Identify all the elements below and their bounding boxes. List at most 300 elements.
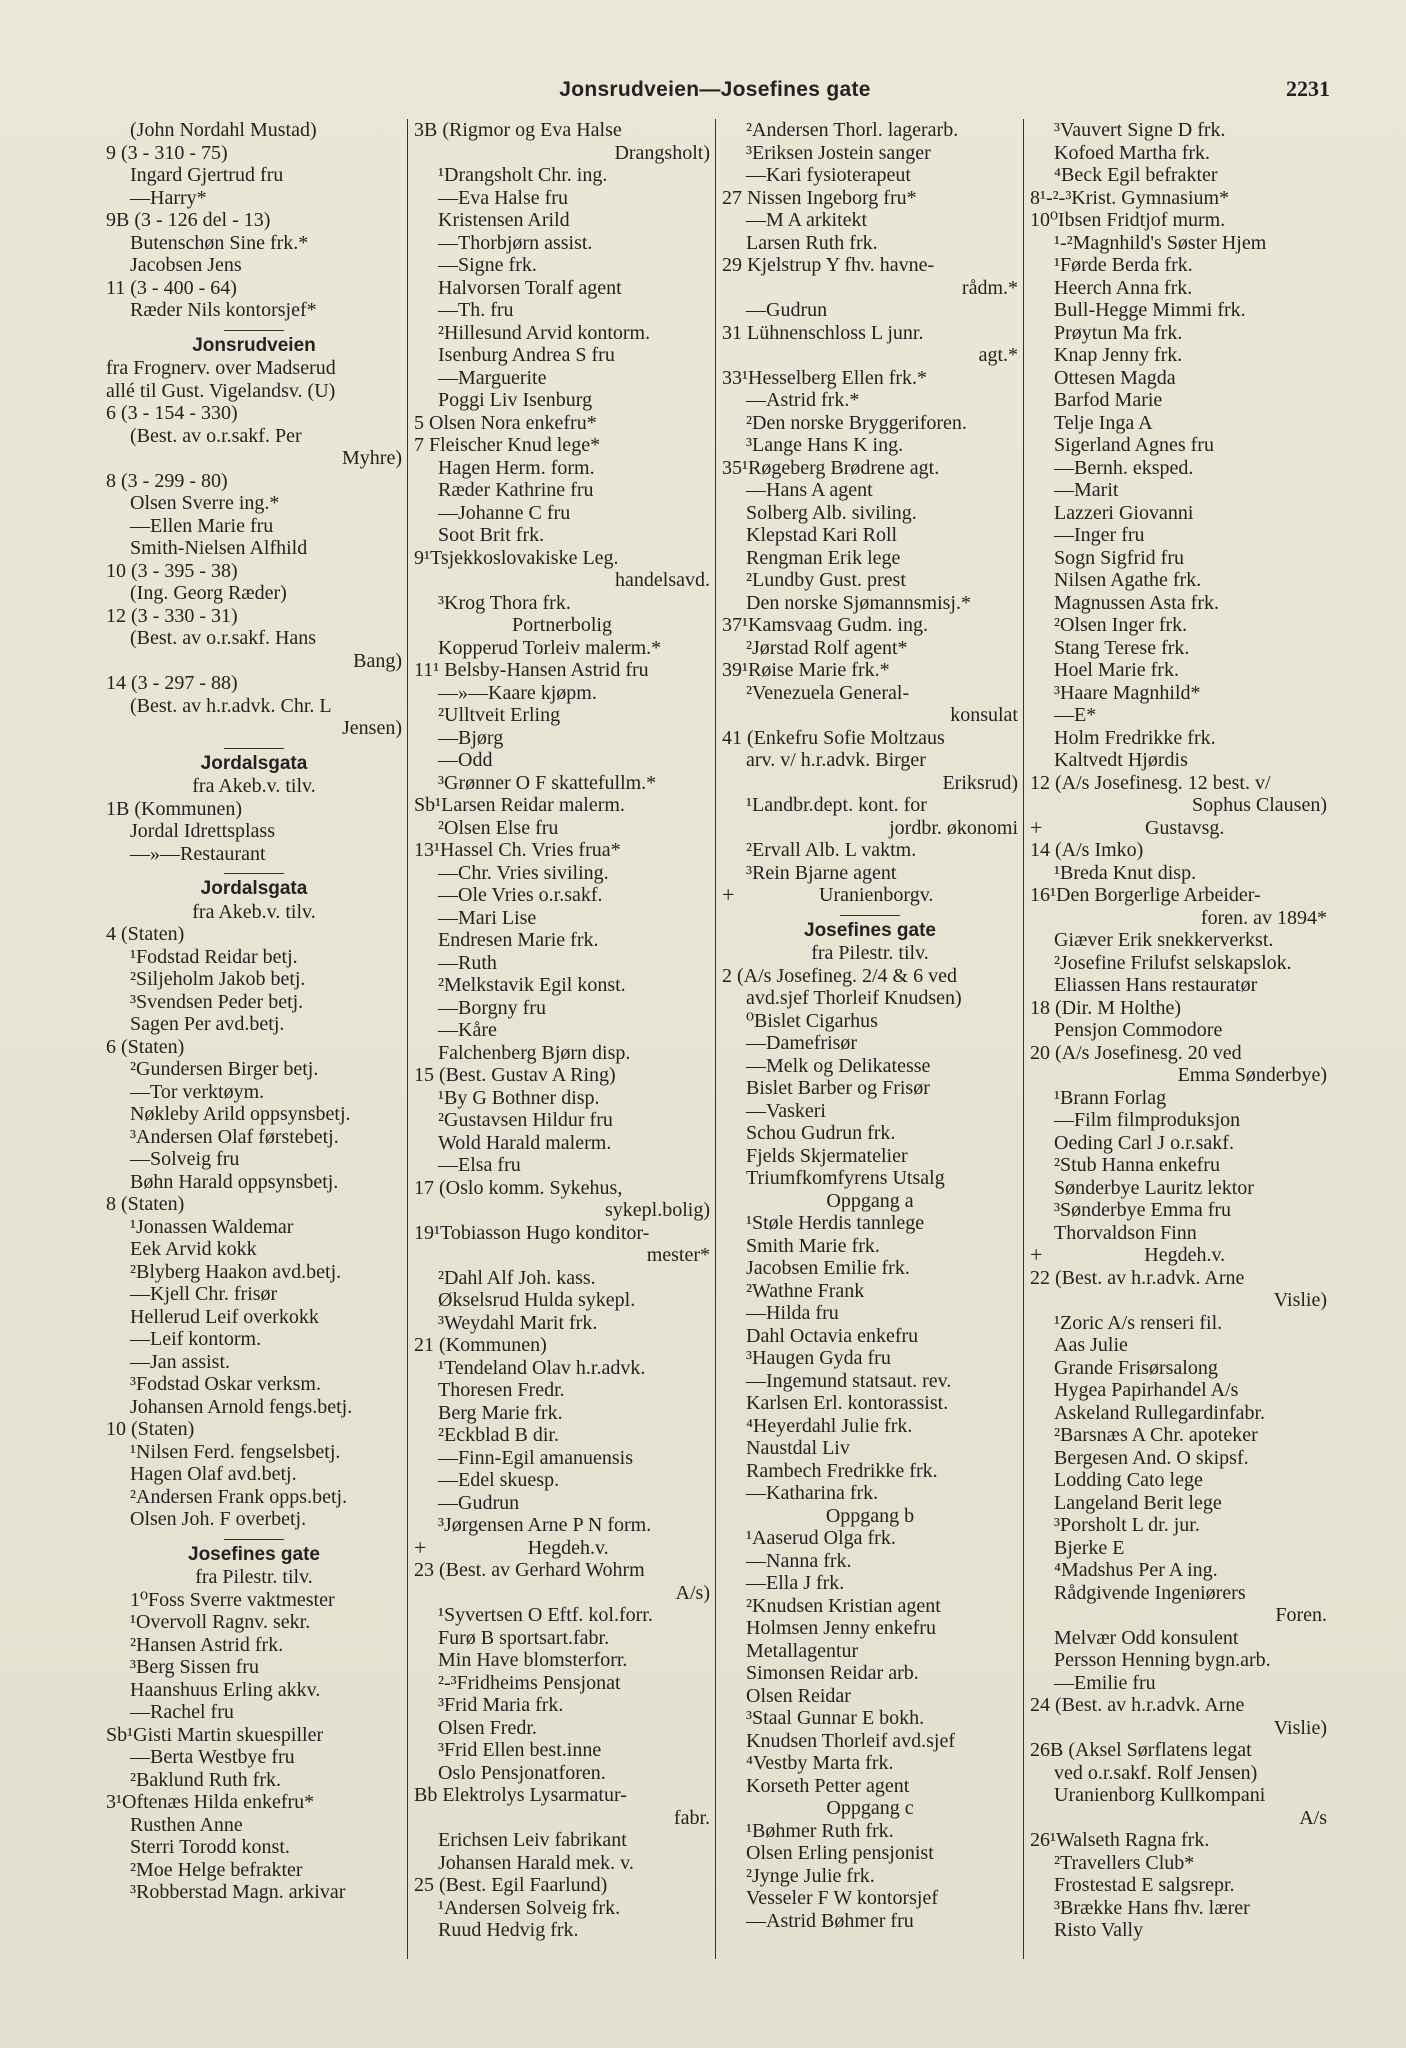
- directory-entry: Olsen Joh. F overbetj.: [130, 1508, 307, 1530]
- directory-entry: Drangsholt): [614, 141, 710, 164]
- directory-entry: Olsen Erling pensjonist: [746, 1842, 934, 1864]
- directory-entry: fra Akeb.v. tilv.: [192, 900, 316, 923]
- directory-entry: 1⁰Foss Sverre vaktmester: [130, 1588, 335, 1611]
- directory-entry: ²Wathne Frank: [746, 1279, 865, 1302]
- page-header: [100, 78, 1330, 112]
- section-divider: [224, 748, 284, 749]
- directory-entry: —Th. fru: [438, 299, 514, 321]
- directory-entry: —Borgny fru: [438, 996, 546, 1019]
- directory-entry: Korseth Petter agent: [746, 1774, 910, 1797]
- directory-entry: ³Frid Ellen best.inne: [438, 1739, 602, 1761]
- directory-entry: —Berta Westbye fru: [130, 1746, 295, 1768]
- directory-entry: 23 (Best. av Gerhard Wohrm: [414, 1559, 645, 1581]
- directory-entry: 8¹-²-³Krist. Gymnasium*: [1030, 186, 1230, 209]
- directory-entry: 11 (3 - 400 - 64): [106, 276, 237, 299]
- directory-entry: Eek Arvid kokk: [130, 1238, 257, 1260]
- directory-entry: arv. v/ h.r.advk. Birger: [746, 749, 926, 771]
- directory-entry: Den norske Sjømannsmisj.*: [746, 591, 971, 614]
- directory-entry: ²Venezuela General-: [746, 681, 910, 704]
- directory-entry: ²Travellers Club*: [1054, 1851, 1195, 1874]
- directory-entry: ²Ervall Alb. L vaktm.: [746, 839, 917, 861]
- directory-entry: Holmsen Jenny enkefru: [746, 1617, 936, 1639]
- directory-entry: Olsen Reidar: [746, 1684, 851, 1707]
- directory-entry: Vislie): [1273, 1289, 1327, 1311]
- directory-entry: Myhre): [342, 447, 402, 469]
- cross-street-label: Hegdeh.v.: [1144, 1244, 1226, 1266]
- street-heading: Jordalsgata: [200, 752, 308, 774]
- directory-entry: 10 (Staten): [106, 1418, 195, 1440]
- directory-entry: Bang): [353, 649, 402, 672]
- directory-entry: 4 (Staten): [106, 923, 185, 945]
- directory-entry: —Solveig fru: [130, 1148, 240, 1170]
- directory-entry: —Katharina frk.: [746, 1482, 879, 1504]
- directory-entry: ³Andersen Olaf førstebetj.: [130, 1125, 339, 1148]
- directory-entry: [722, 884, 1018, 907]
- directory-entry: —Marguerite: [438, 366, 547, 389]
- directory-entry: ²Andersen Frank opps.betj.: [130, 1485, 348, 1508]
- directory-entry: ³Lange Hans K ing.: [746, 434, 904, 456]
- directory-entry: ¹Landbr.dept. kont. for: [746, 794, 927, 816]
- directory-entry: ⁴Beck Egil befrakter: [1054, 164, 1218, 186]
- directory-entry: —Hans A agent: [746, 479, 873, 501]
- directory-entry: 3B (Rigmor og Eva Halse: [414, 119, 622, 141]
- directory-entry: —Nanna frk.: [746, 1549, 852, 1572]
- directory-entry: ¹Førde Berda frk.: [1054, 254, 1193, 276]
- directory-entry: ¹Drangsholt Chr. ing.: [438, 164, 608, 186]
- directory-entry: Rengman Erik lege: [746, 546, 901, 569]
- directory-entry: Kofoed Martha frk.: [1054, 141, 1211, 164]
- directory-entry: Ræder Kathrine fru: [438, 479, 594, 501]
- directory-entry: Heerch Anna frk.: [1054, 276, 1193, 299]
- directory-entry: fra Pilestr. tilv.: [811, 942, 929, 964]
- directory-entry: Uranienborg Kullkompani: [1054, 1784, 1266, 1806]
- street-heading: Jordalsgata: [200, 878, 308, 899]
- directory-entry: fra Pilestr. tilv.: [195, 1566, 313, 1588]
- directory-entry: Haanshuus Erling akkv.: [130, 1678, 321, 1701]
- directory-entry: fabr.: [673, 1806, 710, 1829]
- directory-entry: —Mari Lise: [438, 906, 537, 929]
- directory-entry: ³Vauvert Signe D frk.: [1054, 119, 1226, 141]
- directory-entry: ³Weydahl Marit frk.: [438, 1311, 598, 1334]
- directory-entry: Persson Henning bygn.arb.: [1054, 1649, 1271, 1671]
- directory-entry: —Astrid Bøhmer fru: [746, 1909, 914, 1932]
- directory-entry: Lazzeri Giovanni: [1054, 501, 1194, 524]
- directory-entry: Vesseler F W kontorsjef: [746, 1887, 939, 1909]
- directory-entry: 19¹Tobiasson Hugo konditor-: [414, 1221, 650, 1244]
- directory-entry: —Ingemund statsaut. rev.: [746, 1369, 952, 1392]
- directory-entry: ⁰Bislet Cigarhus: [746, 1009, 878, 1032]
- street-heading: Josefines gate: [804, 919, 936, 941]
- directory-entry: ³Brække Hans fhv. lærer: [1054, 1896, 1250, 1919]
- column-3: [716, 119, 1024, 1959]
- directory-entry: Larsen Ruth frk.: [746, 231, 878, 254]
- directory-entry: —Ella J frk.: [746, 1572, 845, 1594]
- directory-entry: —Thorbjørn assist.: [438, 231, 593, 254]
- directory-entry: 7 Fleischer Knud lege*: [414, 434, 601, 456]
- directory-entry: Poggi Liv Isenburg: [438, 389, 593, 411]
- directory-entry: Rådgivende Ingeniørers: [1054, 1581, 1246, 1604]
- directory-entry: avd.sjef Thorleif Knudsen): [746, 987, 962, 1009]
- directory-entry: 3¹Oftenæs Hilda enkefru*: [106, 1791, 315, 1813]
- directory-entry: ²Josefine Frilufst selskapslok.: [1054, 951, 1292, 974]
- directory-entry: (Best. av o.r.sakf. Hans: [130, 627, 317, 649]
- directory-entry: Risto Vally: [1054, 1919, 1144, 1941]
- directory-entry: —Kåre: [438, 1019, 497, 1041]
- directory-entry: ³Krog Thora frk.: [438, 591, 571, 614]
- directory-entry: Giæver Erik snekkerverkst.: [1054, 929, 1274, 951]
- directory-entry: ³Sønderbye Emma fru: [1054, 1199, 1232, 1221]
- directory-entry: Naustdal Liv: [746, 1437, 850, 1459]
- directory-entry: —Tor verktøym.: [130, 1080, 265, 1103]
- directory-entry: Olsen Sverre ing.*: [130, 492, 280, 514]
- directory-entry: Sigerland Agnes fru: [1054, 434, 1214, 456]
- directory-entry: Nøkleby Arild oppsynsbetj.: [130, 1103, 351, 1125]
- directory-entry: —Emilie fru: [1054, 1671, 1156, 1694]
- directory-entry: Ræder Nils kontorsjef*: [130, 299, 317, 321]
- directory-entry: Sønderbye Lauritz lektor: [1054, 1176, 1254, 1199]
- directory-entry: ²Den norske Bryggeriforen.: [746, 411, 967, 434]
- directory-entry: ³Porsholt L dr. jur.: [1054, 1514, 1200, 1536]
- directory-entry: Nilsen Agathe frk.: [1054, 569, 1202, 591]
- section-divider: [224, 1539, 284, 1540]
- directory-entry: 13¹Hassel Ch. Vries frua*: [414, 839, 621, 861]
- directory-entry: Prøytun Ma frk.: [1054, 321, 1183, 344]
- directory-entry: —Gudrun: [746, 299, 828, 321]
- directory-entry: ²Stub Hanna enkefru: [1054, 1154, 1220, 1176]
- directory-entry: Halvorsen Toralf agent: [438, 276, 622, 299]
- directory-entry: Olsen Fredr.: [438, 1716, 537, 1739]
- directory-entry: —Odd: [438, 749, 493, 771]
- directory-entry: ²Eckblad B dir.: [438, 1424, 559, 1446]
- directory-entry: ⁴Heyerdahl Julie frk.: [746, 1414, 913, 1437]
- column-2: [408, 119, 716, 1959]
- section-divider: [840, 915, 900, 916]
- directory-entry: Metallagentur: [746, 1639, 859, 1662]
- directory-entry: ³Haare Magnhild*: [1054, 681, 1201, 704]
- directory-entry: ²Andersen Thorl. lagerarb.: [746, 119, 959, 141]
- directory-entry: jordbr. økonomi: [889, 816, 1018, 839]
- directory-entry: ²Hillesund Arvid kontorm.: [438, 321, 651, 344]
- directory-entry: Simonsen Reidar arb.: [746, 1662, 919, 1684]
- directory-entry: [1030, 1244, 1327, 1267]
- directory-entry: —Film filmproduksjon: [1054, 1109, 1241, 1131]
- directory-entry: fra Akeb.v. tilv.: [192, 775, 316, 797]
- directory-entry: A/s: [1299, 1806, 1327, 1829]
- directory-entry: Bb Elektrolys Lysarmatur-: [414, 1784, 627, 1806]
- directory-entry: 6 (3 - 154 - 330): [106, 402, 238, 424]
- directory-entry: Rusthen Anne: [130, 1813, 243, 1836]
- directory-entry: ¹Brann Forlag: [1054, 1086, 1167, 1109]
- directory-entry: Falchenberg Bjørn disp.: [438, 1041, 631, 1064]
- directory-entry: —Inger fru: [1054, 524, 1145, 546]
- directory-entry: 9B (3 - 126 del - 13): [106, 209, 271, 231]
- directory-entry: Bjerke E: [1054, 1536, 1125, 1559]
- directory-entry: ³Grønner O F skattefullm.*: [438, 771, 657, 794]
- directory-entry: Sagen Per avd.betj.: [130, 1013, 285, 1035]
- directory-entry: Emma Sønderbye): [1177, 1064, 1327, 1086]
- directory-entry: 9 (3 - 310 - 75): [106, 141, 228, 164]
- directory-entry: (Best. av h.r.advk. Chr. L: [130, 694, 332, 717]
- directory-entry: Eliassen Hans restauratør: [1054, 974, 1258, 996]
- directory-entry: Jordal Idrettsplass: [130, 820, 275, 842]
- directory-entry: ²Melkstavik Egil konst.: [438, 974, 626, 996]
- directory-entry: 21 (Kommunen): [414, 1334, 547, 1356]
- directory-entry: 41 (Enkefru Sofie Moltzaus: [722, 726, 945, 749]
- directory-entry: 17 (Oslo komm. Sykehus,: [414, 1176, 623, 1199]
- directory-entry: ²Knudsen Kristian agent: [746, 1594, 941, 1617]
- directory-entry: ³Frid Maria frk.: [438, 1694, 564, 1716]
- directory-entry: Jacobsen Jens: [130, 254, 242, 276]
- directory-entry: 26¹Walseth Ragna frk.: [1030, 1829, 1210, 1851]
- directory-entry: 24 (Best. av h.r.advk. Arne: [1030, 1694, 1245, 1716]
- directory-entry: ¹-²Magnhild's Søster Hjem: [1054, 231, 1267, 254]
- directory-entry: Wold Harald malerm.: [438, 1131, 612, 1154]
- directory-entry: Knudsen Thorleif avd.sjef: [746, 1729, 956, 1752]
- directory-entry: —Elsa fru: [438, 1154, 521, 1176]
- directory-entry: ¹Støle Herdis tannlege: [746, 1212, 925, 1234]
- directory-entry: ³Berg Sissen fru: [130, 1656, 259, 1678]
- directory-entry: 31 Lühnenschloss L junr.: [722, 321, 924, 344]
- directory-entry: —Damefrisør: [746, 1032, 858, 1054]
- directory-entry: handelsavd.: [615, 569, 710, 591]
- directory-entry: Oppgang a: [826, 1189, 914, 1212]
- directory-entry: 12 (3 - 330 - 31): [106, 604, 238, 627]
- directory-entry: —Melk og Delikatesse: [746, 1054, 931, 1077]
- directory-entry: ⁴Madshus Per A ing.: [1054, 1559, 1218, 1581]
- directory-entry: Bøhn Harald oppsynsbetj.: [130, 1170, 339, 1193]
- directory-entry: [1030, 817, 1327, 840]
- directory-entry: —E*: [1054, 704, 1097, 726]
- page-title: Jonsrudveien—Josefines gate: [559, 78, 871, 101]
- directory-entry: ¹Jonassen Waldemar: [130, 1215, 294, 1238]
- directory-entry: —Finn-Egil amanuensis: [438, 1446, 633, 1469]
- directory-entry: 35¹Røgeberg Brødrene agt.: [722, 456, 940, 479]
- directory-entry: ¹Andersen Solveig frk.: [438, 1896, 621, 1919]
- directory-entry: ²Jørstad Rolf agent*: [746, 636, 908, 659]
- directory-entry: —Hilda fru: [746, 1302, 839, 1324]
- directory-entry: Kaltvedt Hjørdis: [1054, 749, 1188, 771]
- directory-entry: 14 (3 - 297 - 88): [106, 672, 238, 694]
- directory-entry: 14 (A/s Imko): [1030, 839, 1144, 861]
- directory-entry: Stang Terese frk.: [1054, 636, 1190, 659]
- directory-entry: Barfod Marie: [1054, 389, 1163, 411]
- directory-entry: Bull-Hegge Mimmi frk.: [1054, 299, 1246, 321]
- directory-entry: Pensjon Commodore: [1054, 1019, 1223, 1041]
- directory-entry: ²Blyberg Haakon avd.betj.: [130, 1260, 342, 1283]
- directory-entry: Oeding Carl J o.r.sakf.: [1054, 1131, 1234, 1154]
- directory-entry: ³Fodstad Oskar verksm.: [130, 1373, 321, 1395]
- directory-entry: Sb¹Gisti Martin skuespiller: [106, 1723, 324, 1746]
- directory-entry: ³Svendsen Peder betj.: [130, 990, 304, 1013]
- directory-entry: Sb¹Larsen Reidar malerm.: [414, 794, 625, 816]
- directory-entry: 5 Olsen Nora enkefru*: [414, 411, 597, 434]
- directory-entry: —Astrid frk.*: [746, 389, 860, 411]
- directory-entry: —Ole Vries o.r.sakf.: [438, 884, 603, 906]
- directory-entry: ²Ulltveit Erling: [438, 704, 561, 726]
- directory-entry: (Ing. Georg Ræder): [130, 582, 287, 604]
- directory-entry: —Ruth: [438, 951, 497, 974]
- cross-street-icon: +: [722, 884, 735, 907]
- directory-entry: Vislie): [1273, 1716, 1327, 1739]
- directory-entry: 11¹ Belsby-Hansen Astrid fru: [414, 659, 649, 681]
- street-heading: Jonsrudveien: [192, 334, 316, 356]
- directory-entry: Dahl Octavia enkefru: [746, 1324, 919, 1347]
- directory-entry: —Vaskeri: [746, 1099, 826, 1122]
- directory-entry: 1B (Kommunen): [106, 797, 243, 820]
- directory-entry: ³Rein Bjarne agent: [746, 861, 897, 884]
- directory-entry: 2 (A/s Josefineg. 2/4 & 6 ved: [722, 964, 957, 987]
- directory-entry: Grande Frisørsalong: [1054, 1356, 1218, 1379]
- directory-entry: 25 (Best. Egil Faarlund): [414, 1874, 608, 1896]
- directory-entry: Sterri Torodd konst.: [130, 1836, 290, 1858]
- directory-entry: Butenschøn Sine frk.*: [130, 231, 309, 254]
- directory-entry: ⁴Vestby Marta frk.: [746, 1752, 894, 1774]
- directory-entry: Schou Gudrun frk.: [746, 1122, 896, 1144]
- directory-entry: 9¹Tsjekkoslovakiske Leg.: [414, 546, 619, 569]
- directory-entry: foren. av 1894*: [1200, 906, 1327, 929]
- directory-entry: Sogn Sigfrid fru: [1054, 546, 1184, 569]
- directory-entry: Berg Marie frk.: [438, 1401, 563, 1424]
- directory-entry: —Ellen Marie fru: [130, 514, 274, 537]
- directory-entry: Frostestad E salgsrepr.: [1054, 1874, 1235, 1896]
- directory-entry: Jensen): [342, 717, 402, 739]
- page-number: 2231: [1286, 76, 1330, 101]
- directory-entry: Bislet Barber og Frisør: [746, 1077, 930, 1099]
- directory-entry: Askeland Rullegardinfabr.: [1054, 1401, 1266, 1424]
- directory-entry: Klepstad Kari Roll: [746, 524, 898, 546]
- directory-entry: Ruud Hedvig frk.: [438, 1919, 579, 1941]
- directory-entry: sykepl.bolig): [605, 1199, 710, 1221]
- directory-entry: ¹Aaserud Olga frk.: [746, 1527, 896, 1549]
- directory-entry: 10⁰Ibsen Fridtjof murm.: [1030, 209, 1226, 231]
- directory-entry: 16¹Den Borgerlige Arbeider-: [1030, 884, 1261, 906]
- directory-entry: 15 (Best. Gustav A Ring): [414, 1064, 616, 1086]
- directory-entry: ²Hansen Astrid frk.: [130, 1633, 284, 1656]
- directory-entry: 18 (Dir. M Holthe): [1030, 996, 1182, 1019]
- directory-entry: [414, 1537, 710, 1560]
- directory-entry: Solberg Alb. siviling.: [746, 501, 917, 524]
- directory-entry: Jacobsen Emilie frk.: [746, 1257, 910, 1279]
- directory-entry: ²Moe Helge befrakter: [130, 1858, 303, 1881]
- directory-entry: 8 (Staten): [106, 1193, 185, 1215]
- directory-entry: ²Gustavsen Hildur fru: [438, 1109, 613, 1131]
- directory-entry: Karlsen Erl. kontorassist.: [746, 1392, 949, 1414]
- directory-entry: Johansen Harald mek. v.: [438, 1851, 634, 1874]
- directory-entry: —Signe frk.: [438, 254, 537, 276]
- cross-street-label: Hegdeh.v.: [527, 1536, 609, 1559]
- directory-entry: Hygea Papirhandel A/s: [1054, 1379, 1239, 1401]
- directory-entry: Ottesen Magda: [1054, 366, 1176, 389]
- directory-entry: 27 Nissen Ingeborg fru*: [722, 186, 917, 209]
- directory-entry: Triumfkomfyrens Utsalg: [746, 1167, 945, 1189]
- column-4: [1024, 119, 1332, 1959]
- directory-entry: Knap Jenny frk.: [1054, 344, 1183, 366]
- cross-street-label: Gustavsg.: [1144, 816, 1225, 839]
- directory-entry: 33¹Hesselberg Ellen frk.*: [722, 366, 928, 389]
- directory-entry: ¹Breda Knut disp.: [1054, 861, 1197, 884]
- directory-entry: Johansen Arnold fengs.betj.: [130, 1395, 353, 1418]
- directory-entry: —Rachel fru: [130, 1701, 234, 1723]
- directory-entry: ²Jynge Julie frk.: [746, 1864, 875, 1887]
- directory-entry: ¹Tendeland Olav h.r.advk.: [438, 1356, 646, 1379]
- directory-entry: —Edel skuesp.: [438, 1469, 560, 1491]
- directory-entry: 12 (A/s Josefinesg. 12 best. v/: [1030, 771, 1271, 794]
- directory-entry: Hellerud Leif overkokk: [130, 1305, 319, 1328]
- directory-entry: —»—Restaurant: [130, 842, 266, 865]
- directory-entry: —Harry*: [130, 186, 207, 209]
- directory-entry: Eriksrud): [942, 771, 1018, 794]
- directory-entry: Bergesen And. O skipsf.: [1054, 1446, 1249, 1469]
- directory-entry: Furø B sportsart.fabr.: [438, 1626, 610, 1649]
- directory-columns: [100, 119, 1332, 1959]
- directory-entry: Oppgang c: [826, 1797, 914, 1819]
- directory-entry: Erichsen Leiv fabrikant: [438, 1829, 627, 1851]
- directory-entry: —Kari fysioterapeut: [746, 164, 911, 186]
- directory-entry: Smith-Nielsen Alfhild: [130, 537, 308, 559]
- directory-entry: Portnerbolig: [512, 614, 612, 636]
- directory-entry: Min Have blomsterforr.: [438, 1649, 628, 1671]
- directory-entry: ¹Bøhmer Ruth frk.: [746, 1819, 894, 1842]
- directory-entry: —Jan assist.: [130, 1350, 230, 1373]
- directory-entry: —Chr. Vries siviling.: [438, 861, 609, 884]
- directory-entry: allé til Gust. Vigelandsv. (U): [106, 379, 336, 402]
- directory-entry: Isenburg Andrea S fru: [438, 344, 615, 366]
- directory-entry: —Marit: [1054, 479, 1119, 501]
- directory-entry: ¹Zoric A/s renseri fil.: [1054, 1311, 1223, 1334]
- directory-entry: 22 (Best. av h.r.advk. Arne: [1030, 1266, 1245, 1289]
- directory-entry: ²Olsen Else fru: [438, 816, 559, 839]
- directory-entry: Soot Brit frk.: [438, 524, 545, 546]
- directory-entry: 8 (3 - 299 - 80): [106, 469, 228, 492]
- directory-entry: —Eva Halse fru: [438, 186, 568, 209]
- directory-entry: mester*: [646, 1244, 710, 1266]
- directory-entry: Sophus Clausen): [1192, 794, 1327, 816]
- directory-entry: ¹Syvertsen O Eftf. kol.forr.: [438, 1604, 653, 1626]
- section-divider: [224, 330, 284, 331]
- directory-entry: —M A arkitekt: [746, 209, 868, 231]
- directory-entry: 10 (3 - 395 - 38): [106, 559, 238, 582]
- directory-entry: Kopperud Torleiv malerm.*: [438, 636, 662, 659]
- directory-entry: (John Nordahl Mustad): [130, 119, 317, 141]
- section-divider: [224, 873, 284, 874]
- directory-entry: Magnussen Asta frk.: [1054, 591, 1219, 614]
- directory-entry: ²Baklund Ruth frk.: [130, 1768, 281, 1791]
- directory-entry: konsulat: [950, 704, 1018, 726]
- directory-entry: fra Frognerv. over Madserud: [106, 357, 336, 379]
- directory-entry: Foren.: [1275, 1604, 1327, 1626]
- directory-entry: Telje Inga A: [1054, 411, 1153, 434]
- directory-entry: Ingard Gjertrud fru: [130, 164, 284, 186]
- directory-entry: —Gudrun: [438, 1491, 520, 1514]
- directory-entry: Kristensen Arild: [438, 209, 570, 231]
- directory-entry: ³Haugen Gyda fru: [746, 1347, 891, 1369]
- directory-entry: ²Lundby Gust. prest: [746, 569, 906, 591]
- directory-entry: A/s): [675, 1581, 710, 1604]
- cross-street-icon: +: [414, 1536, 427, 1559]
- directory-entry: Endresen Marie frk.: [438, 929, 599, 951]
- directory-entry: Thoresen Fredr.: [438, 1379, 565, 1401]
- directory-entry: Hoel Marie frk.: [1054, 659, 1179, 681]
- directory-entry: ved o.r.sakf. Rolf Jensen): [1054, 1761, 1258, 1784]
- directory-entry: ³Eriksen Jostein sanger: [746, 141, 931, 164]
- directory-entry: —»—Kaare kjøpm.: [438, 681, 597, 704]
- directory-entry: rådm.*: [961, 276, 1018, 299]
- directory-entry: Oppgang b: [825, 1504, 915, 1527]
- directory-entry: ³Jørgensen Arne P N form.: [438, 1514, 652, 1536]
- directory-entry: Økselsrud Hulda sykepl.: [438, 1289, 636, 1311]
- directory-entry: ¹Overvoll Ragnv. sekr.: [130, 1611, 311, 1633]
- directory-entry: Smith Marie frk.: [746, 1234, 880, 1257]
